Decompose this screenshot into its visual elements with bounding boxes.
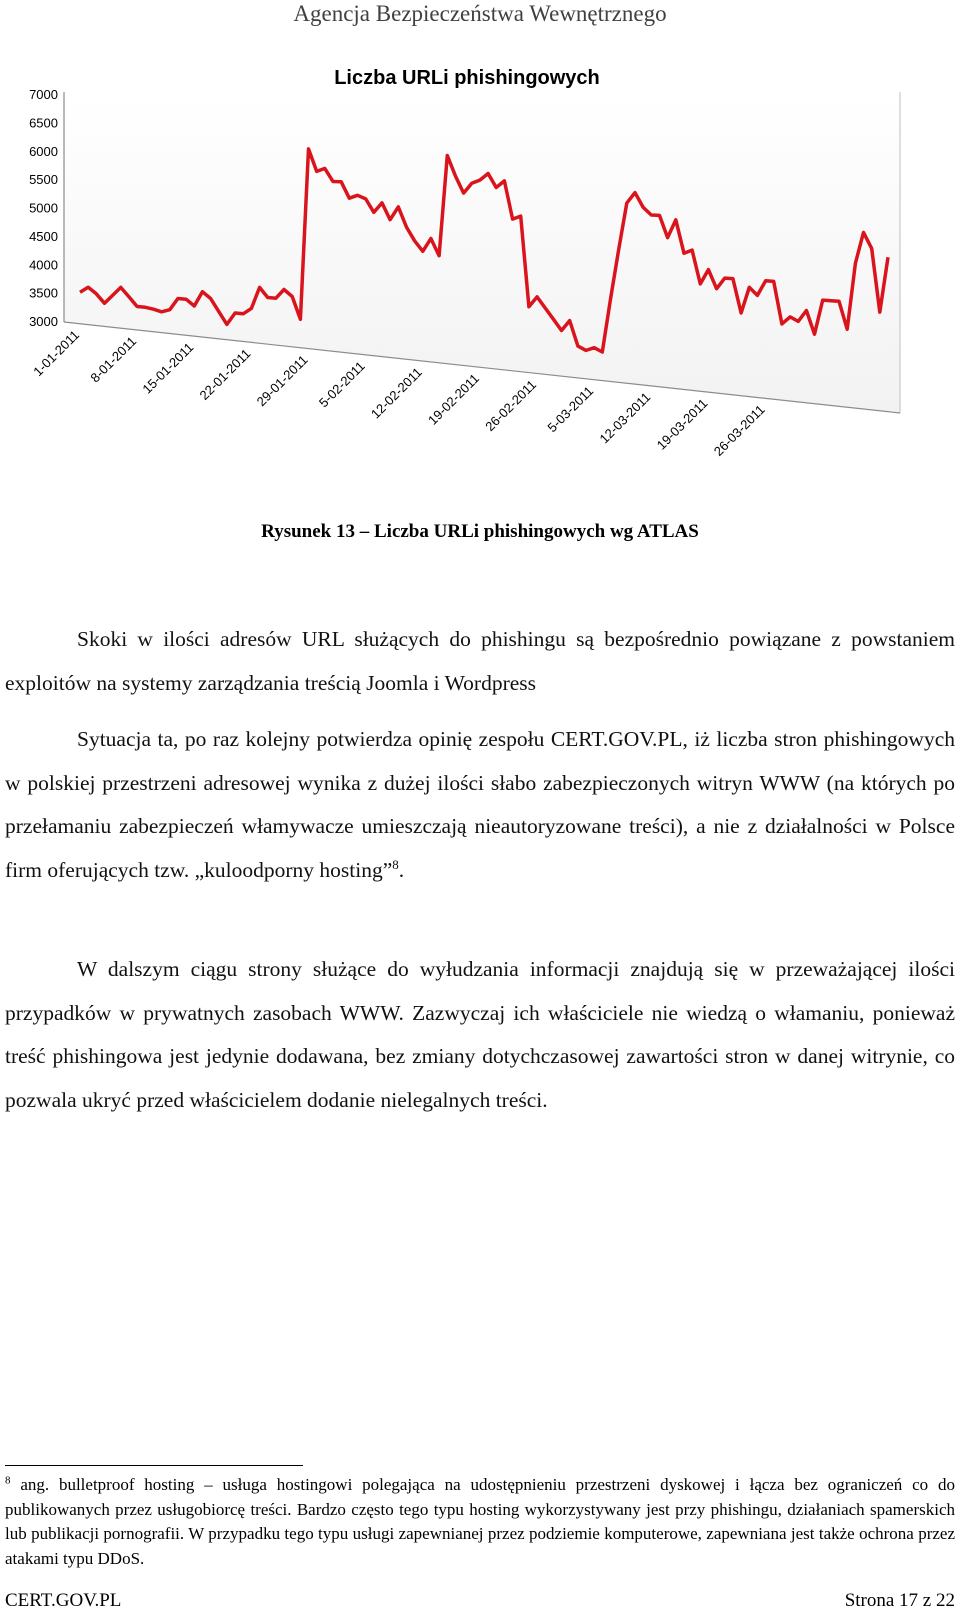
- footer-page-number: Strona 17 z 22: [844, 1590, 955, 1611]
- footnote-number: 8: [5, 1474, 11, 1487]
- y-tick-label: 3500: [29, 285, 58, 301]
- x-tick-label: 12-03-2011: [596, 389, 654, 447]
- x-tick-label: 5-02-2011: [315, 358, 368, 411]
- paragraph-3-text: W dalszym ciągu strony służące do wyłudzania informacji znajdują się w przeważającej ilości przypadków w prywatnych zasobach WWW. Zazwyczaj ich właściciele nie wiedzą o włamaniu, ponieważ treść phishingowa jest jedynie dodawana, bez zmiany dotychczasowej zawartości stron w danej witrynie, co pozwala ukryć przed właścicielem dodanie nielegalnych treści.: [5, 957, 955, 1112]
- paragraph-3: [5, 948, 955, 1122]
- phishing-url-chart: [0, 45, 960, 495]
- y-tick-label: 7000: [29, 87, 58, 102]
- y-tick-label: 3000: [29, 314, 58, 329]
- x-tick-label: 22-01-2011: [196, 345, 254, 403]
- y-tick-label: 4000: [29, 257, 58, 273]
- x-tick-label: 15-01-2011: [139, 339, 197, 397]
- x-tick-label: 29-01-2011: [253, 352, 311, 410]
- y-tick-label: 5500: [29, 172, 58, 188]
- x-tick-label: 19-03-2011: [653, 395, 711, 453]
- x-tick-label: 26-03-2011: [710, 401, 768, 459]
- footnote: [5, 1473, 955, 1571]
- x-tick-label: 19-02-2011: [425, 370, 483, 428]
- y-tick-label: 6500: [29, 115, 58, 131]
- chart-back-wall: [64, 92, 900, 413]
- footnote-reference[interactable]: 8: [392, 856, 399, 872]
- paragraph-2: Sytuacja ta, po raz kolejny potwierdza opinię zespołu CERT.GOV.PL, iż liczba stron phishingowych w polskiej przestrzeni adresowej wynika z dużej ilości słabo zabezpieczonych witryn WWW (na których po przełamaniu zabezpieczeń włamywacze umieszczają nieautoryzowane treści), a nie z działalności w Polsce firm oferujących tzw. „kuloodporny hosting”$^8$.: [5, 727, 955, 882]
- footnote-text: ang. bulletproof hosting – usługa hostingowi polegająca na udostępnieniu przestrzeni dyskowej i łącza bez ograniczeń co do publikowanych przez usługobiorcę treści. Bardzo często tego typu hosting wykorzystywany jest przy phishingu, działaniach spamerskich lub publikacji pornografii. W przypadku tego typu usługi zapewnianej przez podziemie komputerowe, zapewniana jest także ochrona przez atakami typu DDoS.: [5, 1475, 955, 1568]
- page-header: Agencja Bezpieczeństwa Wewnętrznego: [293, 1, 667, 26]
- chart-title: Liczba URLi phishingowych: [334, 67, 600, 89]
- y-tick-label: 5000: [29, 200, 58, 216]
- x-tick-label: 5-03-2011: [544, 383, 597, 436]
- figure-caption: Rysunek 13 – Liczba URLi phishingowych wg ATLAS: [261, 521, 699, 542]
- paragraph-1: [5, 618, 955, 705]
- x-tick-label: 8-01-2011: [87, 333, 140, 386]
- x-tick-label: 1-01-2011: [30, 327, 83, 380]
- y-tick-label: 4500: [29, 228, 58, 244]
- x-tick-label: 26-02-2011: [482, 377, 540, 434]
- y-tick-labels: [29, 87, 58, 329]
- paragraph-2-text: Sytuacja ta, po raz kolejny potwierdza opinię zespołu CERT.GOV.PL, iż liczba stron phishingowych w polskiej przestrzeni adresowej wynika z dużej ilości słabo zabezpieczonych witryn WWW (na których po przełamaniu zabezpieczeń włamywacze umieszczają nieautoryzowane treści), a nie z działalności w Polsce firm oferujących tzw. „kuloodporny hosting”: [5, 727, 955, 882]
- footer-left: CERT.GOV.PL: [5, 1590, 122, 1611]
- paragraph-1-text: Skoki w ilości adresów URL służących do phishingu są bezpośrednio powiązane z powstaniem exploitów na systemy zarządzania treścią Joomla i Wordpress: [5, 627, 955, 695]
- x-tick-label: 12-02-2011: [367, 364, 425, 422]
- footnote-separator: [5, 1465, 303, 1466]
- y-tick-label: 6000: [29, 143, 58, 159]
